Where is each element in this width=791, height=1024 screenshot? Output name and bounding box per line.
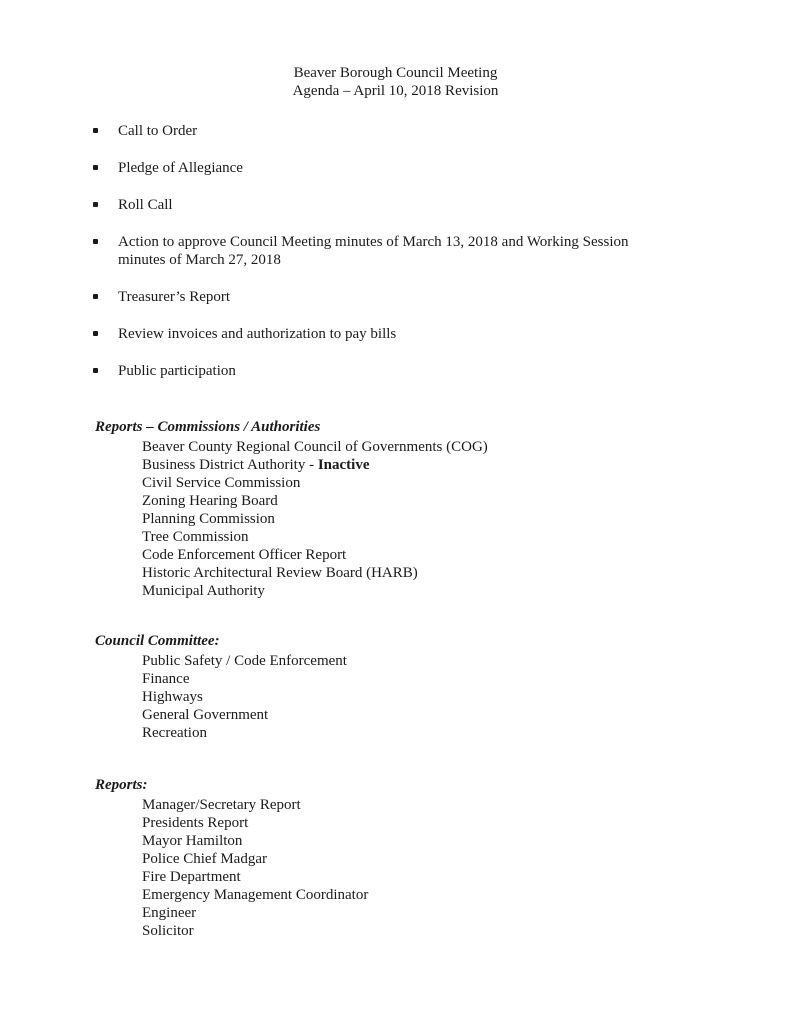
section-commissions-authorities <box>95 418 791 600</box>
document-subtitle: Agenda – April 10, 2018 Revision <box>292 83 499 99</box>
section-item-text: Business District Authority - <box>142 457 318 473</box>
document-title: Beaver Borough Council Meeting <box>293 65 498 81</box>
section-item-list <box>142 796 791 940</box>
section-item: Presidents Report <box>142 815 249 831</box>
section-item: Tree Commission <box>142 529 249 545</box>
section-item: Fire Department <box>142 869 241 885</box>
agenda-item-text: Action to approve Council Meeting minutes of March 13, 2018 and Working Session minutes of March 27, 2018 <box>118 234 629 268</box>
section-item: Civil Service Commission <box>142 475 301 491</box>
agenda-item-text: Treasurer’s Report <box>118 289 231 305</box>
section-item: Municipal Authority <box>142 583 265 599</box>
agenda-item-pledge <box>93 159 658 177</box>
section-item: Manager/Secretary Report <box>142 797 301 813</box>
agenda-item-text: Pledge of Allegiance <box>118 160 243 176</box>
section-council-committee <box>95 632 791 742</box>
agenda-item-public-participation <box>93 362 658 380</box>
section-item: Zoning Hearing Board <box>142 493 278 509</box>
section-item: General Government <box>142 707 269 723</box>
document-header <box>0 0 791 100</box>
bullet-icon <box>93 239 98 244</box>
section-heading: Reports: <box>95 777 148 793</box>
bullet-icon <box>93 128 98 133</box>
section-heading: Reports – Commissions / Authorities <box>95 419 321 435</box>
bullet-icon <box>93 294 98 299</box>
section-item: Beaver County Regional Council of Governments (COG) <box>142 439 488 455</box>
section-reports <box>95 776 791 940</box>
agenda-item-text: Call to Order <box>118 123 198 139</box>
section-item: Recreation <box>142 725 207 741</box>
section-heading: Council Committee: <box>95 633 220 649</box>
section-item-list <box>142 438 791 600</box>
section-item: Solicitor <box>142 923 194 939</box>
agenda-item-review-invoices <box>93 325 658 343</box>
bullet-icon <box>93 368 98 373</box>
section-item: Police Chief Madgar <box>142 851 267 867</box>
bullet-icon <box>93 165 98 170</box>
bullet-icon <box>93 202 98 207</box>
section-item: Public Safety / Code Enforcement <box>142 653 347 669</box>
agenda-item-text: Roll Call <box>118 197 173 213</box>
agenda-item-treasurers-report <box>93 288 658 306</box>
section-item: Engineer <box>142 905 197 921</box>
agenda-item-approve-minutes <box>93 233 658 269</box>
agenda-list <box>93 122 791 380</box>
section-item: Planning Commission <box>142 511 275 527</box>
inactive-status-label: Inactive <box>317 457 370 473</box>
section-item: Mayor Hamilton <box>142 833 243 849</box>
bullet-icon <box>93 331 98 336</box>
agenda-item-roll-call <box>93 196 658 214</box>
section-item: Emergency Management Coordinator <box>142 887 369 903</box>
section-item: Historic Architectural Review Board (HARB) <box>142 565 418 581</box>
section-item-business-district <box>142 456 791 474</box>
section-item-list <box>142 652 791 742</box>
section-item: Highways <box>142 689 203 705</box>
section-item: Code Enforcement Officer Report <box>142 547 347 563</box>
section-item: Finance <box>142 671 190 687</box>
agenda-item-text: Review invoices and authorization to pay bills <box>118 326 397 342</box>
agenda-item-text: Public participation <box>118 363 236 379</box>
agenda-item-call-to-order <box>93 122 658 140</box>
